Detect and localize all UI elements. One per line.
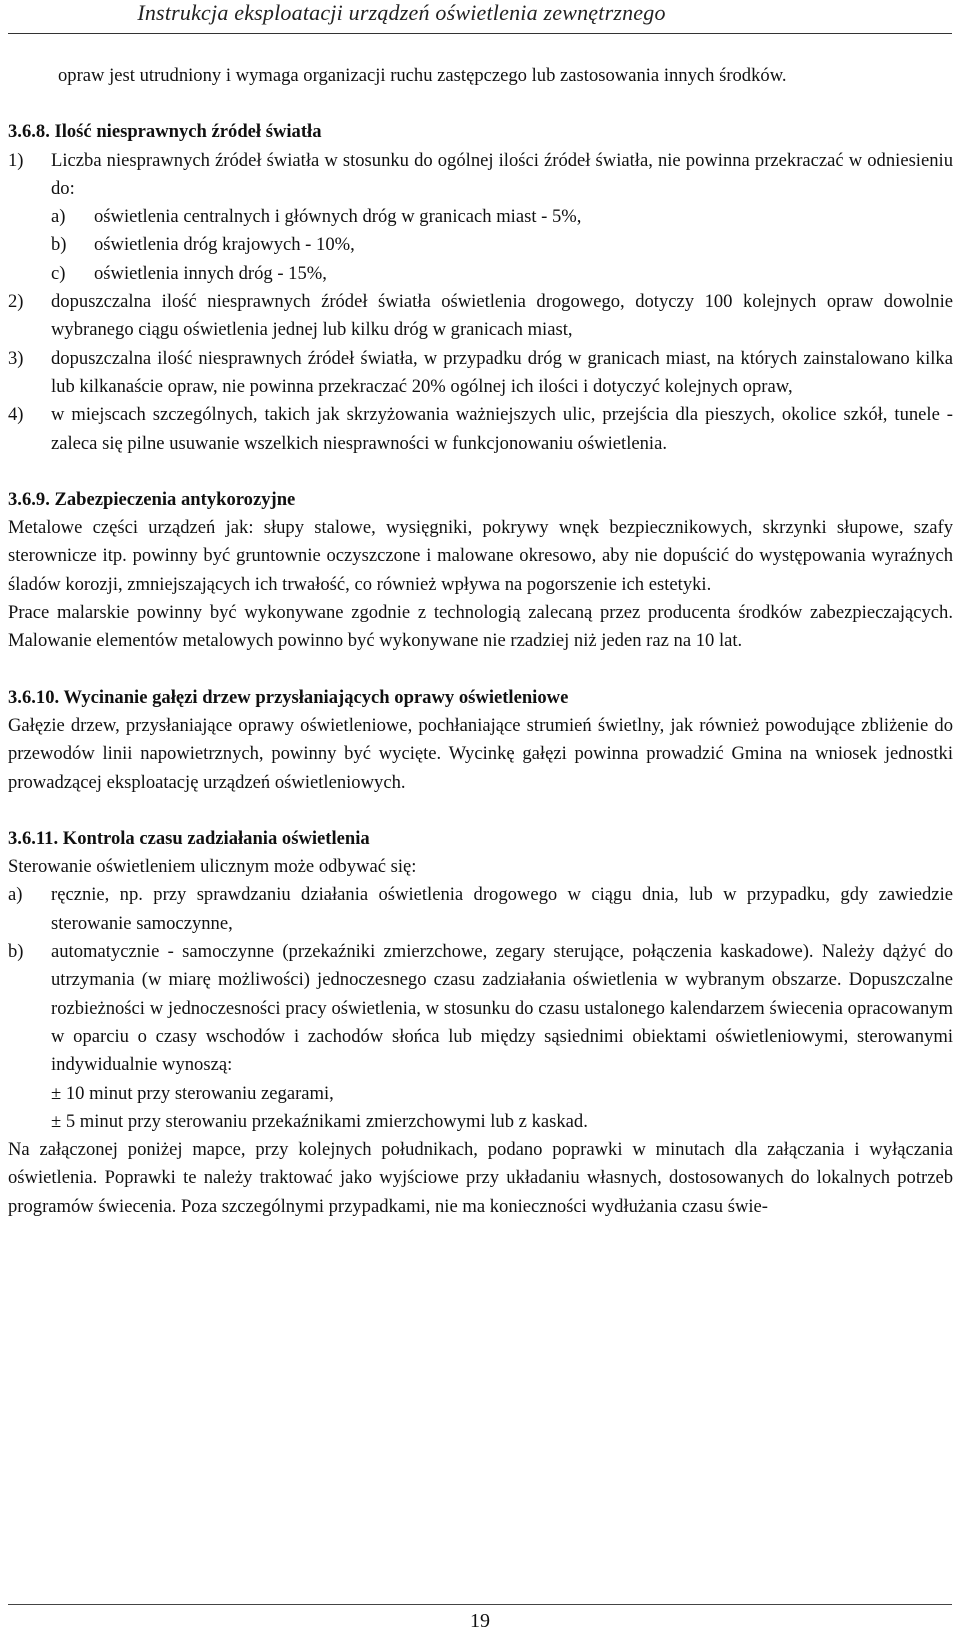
sublist <box>8 203 953 288</box>
footer-divider <box>8 1604 952 1605</box>
list-item <box>8 147 953 204</box>
section-heading-3-6-11: 3.6.11. Kontrola czasu zadziałania oświetlenia <box>8 827 370 849</box>
sublist-item: a) oświetlenia centralnych i głównych dróg w granicach miast - 5%, <box>51 206 582 228</box>
section-heading-3-6-9: 3.6.9. Zabezpieczenia antykorozyjne <box>8 488 296 510</box>
list-item-number: 1) <box>8 149 24 171</box>
section-heading-3-6-8: 3.6.8. Ilość niesprawnych źródeł światła <box>8 121 322 143</box>
tolerance-item: ± 10 minut przy sterowaniu zegarami, <box>51 1082 334 1104</box>
paragraph: Gałęzie drzew, przysłaniające oprawy oświetleniowe, pochłaniające strumień świetlny, jak również powodujące zbliżenie do przewodów linii napowietrznych, powinny być wycięte. Wycinkę gałęzi powinna prowadzić Gmina na wniosek jednostki prowadzącej eksploatację urządzeń oświetleniowych. <box>8 714 953 793</box>
header-divider <box>8 33 952 34</box>
list-item: 3) dopuszczalna ilość niesprawnych źródeł światła, w przypadku dróg w granicach miast, na których zainstalowano kilka lub kilkanaście opraw, nie powinna przekraczać 20% ogólnej ich ilości i dotyczyć kolejnych opraw, <box>8 347 953 397</box>
list-item: b) automatycznie - samoczynne (przekaźniki zmierzchowe, zegary sterujące, połączenia kaskadowe). Należy dążyć do utrzymania (w miarę możliwości) jednoczesnego czasu zadziałania oświetlenia w wybranym obszarze. Dopuszczalne rozbieżności w jednoczesności pracy oświetlenia, w stosunku do czasu ustalonego kalendarzem świecenia opracowanym w oparciu o czasy wschodów i zachodów słońca lub między sąsiednimi obiektami oświetleniowymi, sterowanymi indywidualnie wynoszą: <box>8 941 953 1076</box>
page-content <box>8 62 953 1221</box>
intro-paragraph: opraw jest utrudniony i wymaga organizacji ruchu zastępczego lub zastosowania innych środków. <box>58 65 787 86</box>
list-item-text: Liczba niesprawnych źródeł światła w stosunku do ogólnej ilości źródeł światła, nie powinna przekraczać w odniesieniu do: <box>51 149 953 199</box>
sublist-item: c) oświetlenia innych dróg - 15%, <box>51 262 327 284</box>
paragraph: Metalowe części urządzeń jak: słupy stalowe, wysięgniki, pokrywy wnęk bezpiecznikowych, skrzynki słupowe, szafy sterownicze itp. powinny być gruntownie oczyszczone i malowane okresowo, aby nie dopuścić do występowania wyraźnych śladów korozji, zmniejszających ich trwałość, co również wpływa na pogorszenie ich estetyki. <box>8 517 953 595</box>
page-header <box>0 0 960 32</box>
list-item: 4) w miejscach szczególnych, takich jak skrzyżowania ważniejszych ulic, przejścia dla pieszych, okolice szkół, tunele - zaleca się pilne usuwanie wszelkich niesprawności w funkcjonowaniu oświetlenia. <box>8 404 953 454</box>
section-heading-3-6-10: 3.6.10. Wycinanie gałęzi drzew przysłaniających oprawy oświetleniowe <box>8 686 569 708</box>
sublist-item: b) oświetlenia dróg krajowych - 10%, <box>51 234 355 256</box>
tolerance-item: ± 5 minut przy sterowaniu przekaźnikami zmierzchowymi lub z kaskad. <box>51 1110 588 1132</box>
page-number: 19 <box>470 1610 490 1632</box>
list-item: 2) dopuszczalna ilość niesprawnych źródeł światła oświetlenia drogowego, dotyczy 100 kolejnych opraw dowolnie wybranego ciągu oświetlenia jednej lub kilku dróg w granicach miast, <box>8 291 953 341</box>
list-item: a) ręcznie, np. przy sprawdzaniu działania oświetlenia drogowego w ciągu dnia, lub w przypadku, gdy zawiedzie sterowanie samoczynne, <box>8 884 953 934</box>
document-title: Instrukcja eksploatacji urządzeń oświetlenia zewnętrznego <box>137 0 666 25</box>
paragraph: Prace malarskie powinny być wykonywane zgodnie z technologią zalecaną przez producenta środków zabezpieczających. Malowanie elementów metalowych powinno być wykonywane nie rzadziej niż jeden raz na 10 lat. <box>8 602 953 652</box>
paragraph: Na załączonej poniżej mapce, przy kolejnych południkach, podano poprawki w minutach dla załączania i wyłączania oświetlenia. Poprawki te należy traktować jako wyjściowe przy układaniu własnych, dostosowanych do lokalnych potrzeb programów świecenia. Poza szczególnymi przypadkami, nie ma konieczności wydłużania czasu świe- <box>8 1139 953 1217</box>
paragraph: Sterowanie oświetleniem ulicznym może odbywać się: <box>8 856 417 878</box>
